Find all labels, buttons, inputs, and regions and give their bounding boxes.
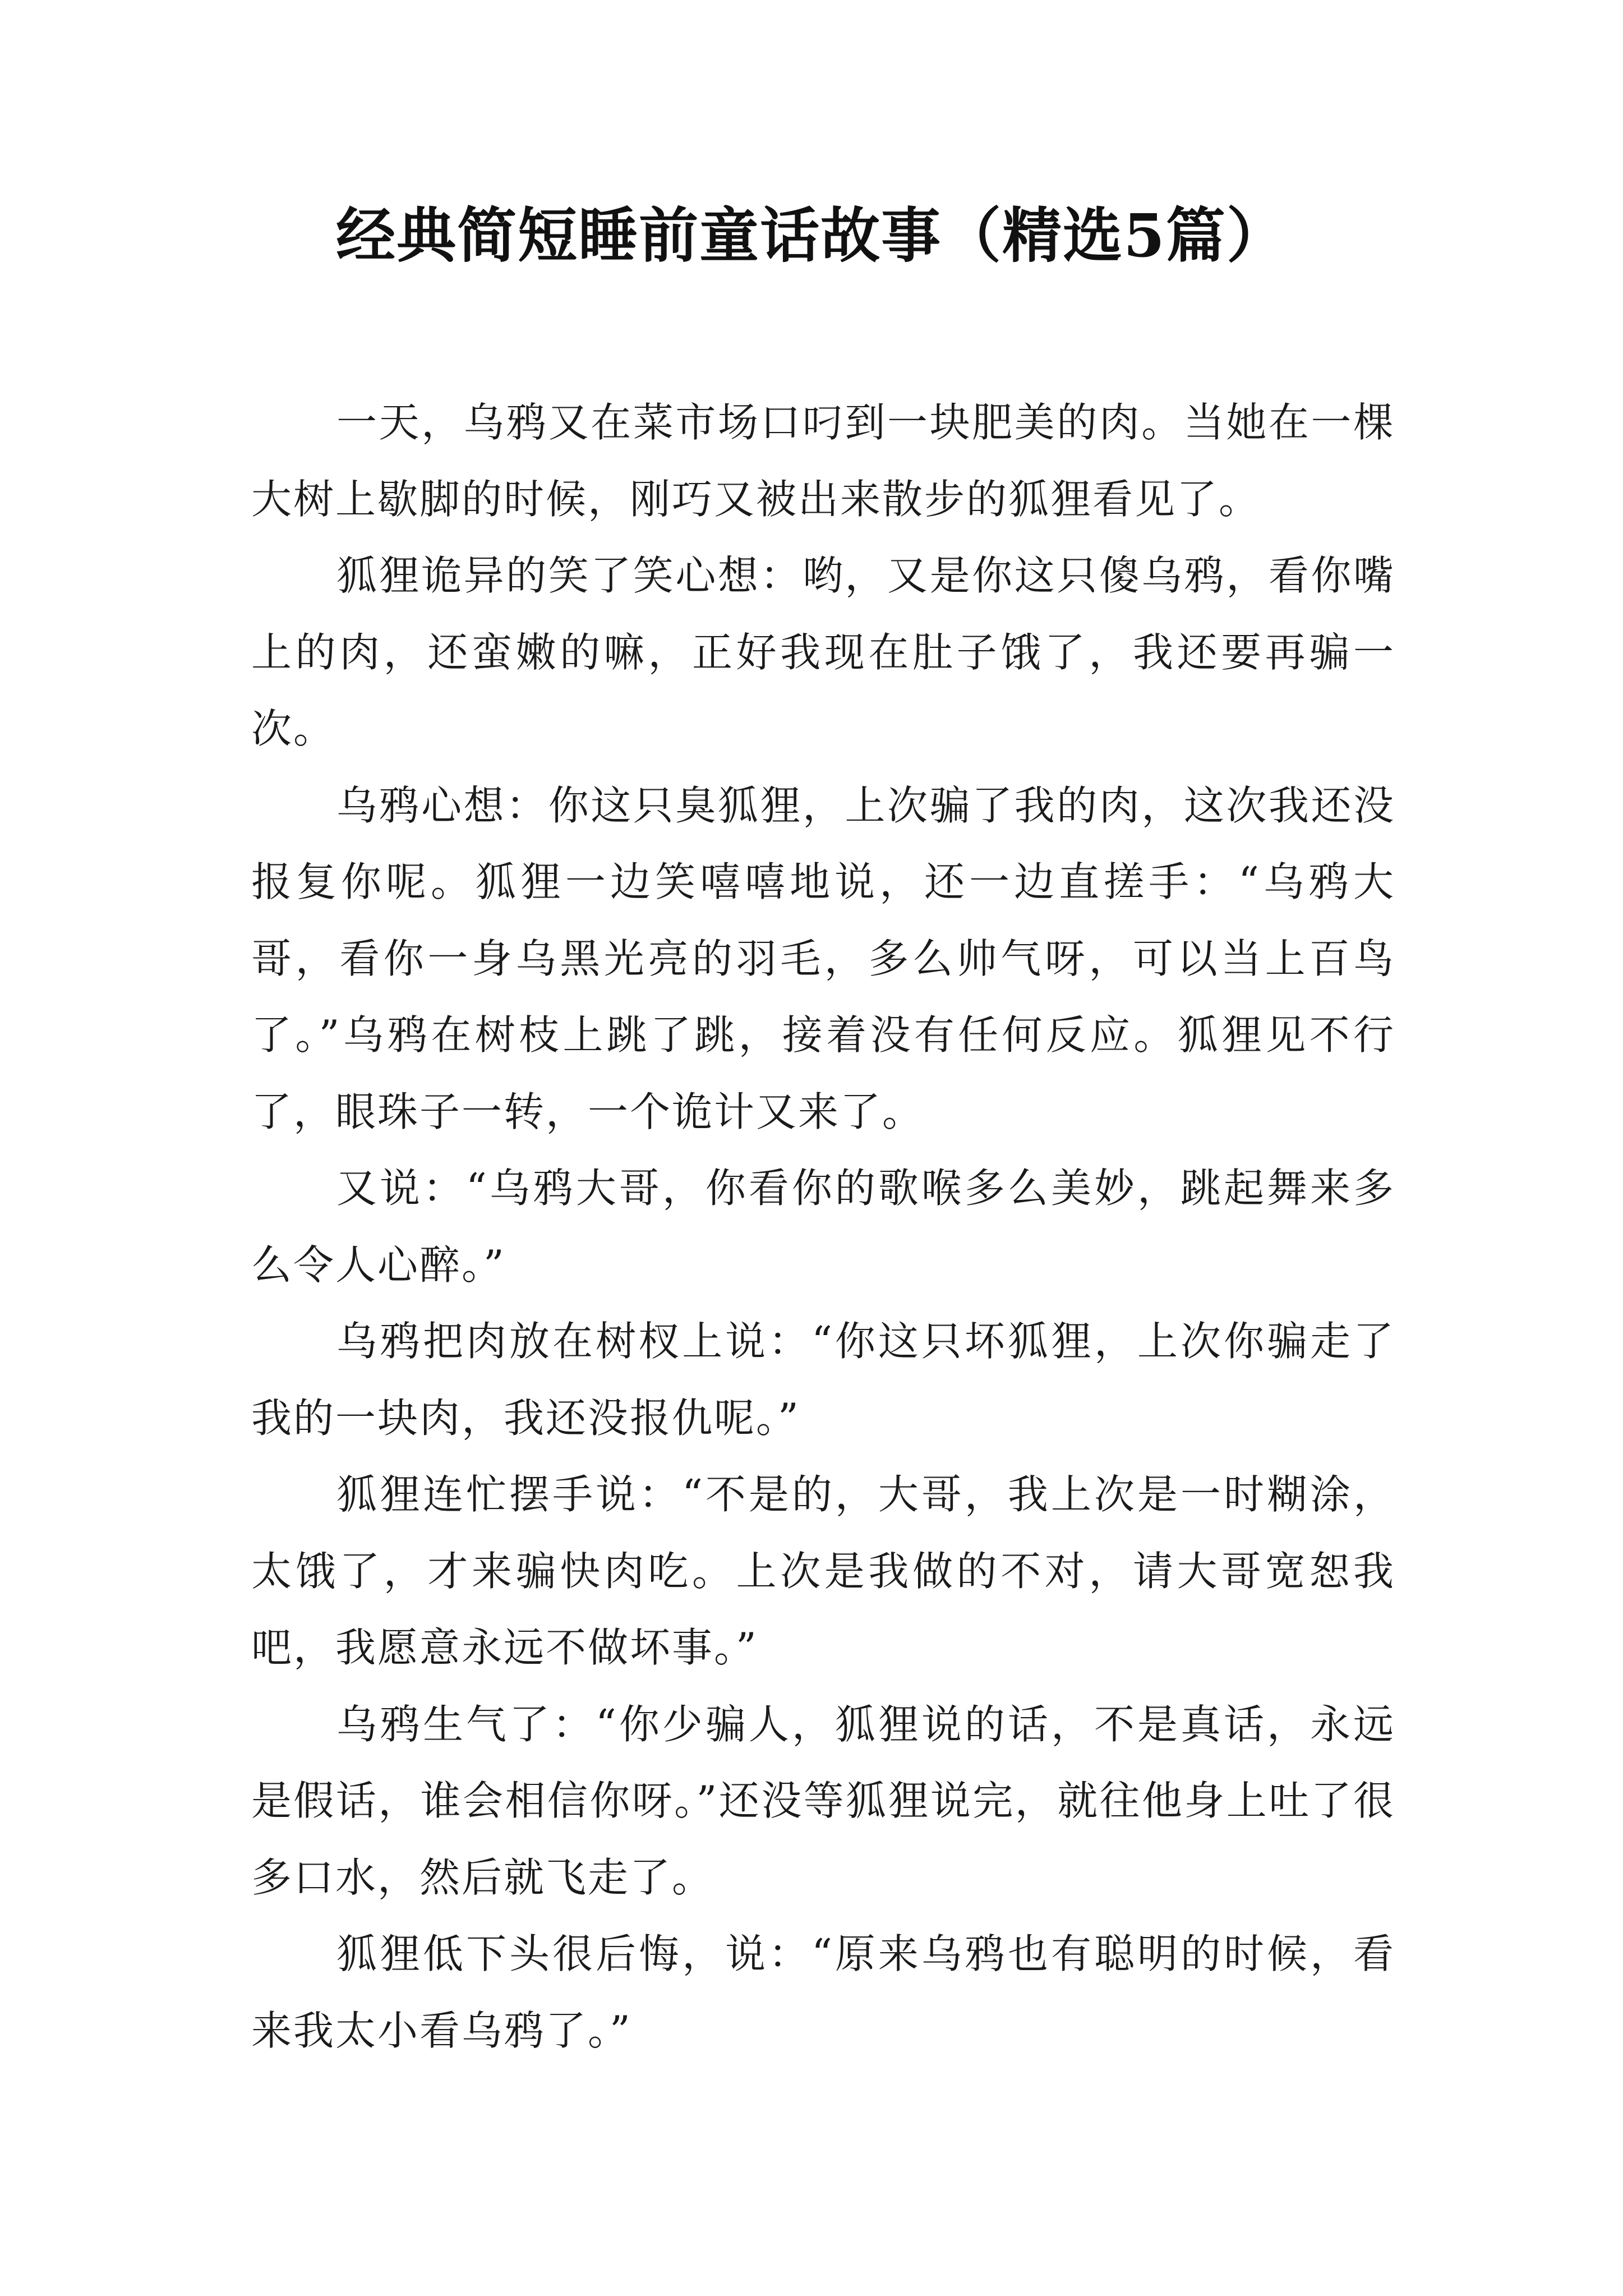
paragraph: 又说：“乌鸦大哥，你看你的歌喉多么美妙，跳起舞来多么令人心醉。” (251, 1165, 1395, 1289)
document-body (251, 384, 1395, 2069)
paragraph: 乌鸦生气了：“你少骗人，狐狸说的话，不是真话，永远是假话，谁会相信你呀。”还没等狐狸说完，就往他身上吐了很多口水，然后就飞走了。 (251, 1700, 1395, 1901)
paragraph: 狐狸诡异的笑了笑心想：哟，又是你这只傻乌鸦，看你嘴上的肉，还蛮嫩的嘛，正好我现在肚子饿了，我还要再骗一次。 (251, 552, 1395, 752)
paragraph: 乌鸦把肉放在树杈上说：“你这只坏狐狸，上次你骗走了我的一块肉，我还没报仇呢。” (251, 1318, 1395, 1442)
document-title: 经典简短睡前童话故事（精选5篇） (336, 200, 1287, 270)
paragraph: 乌鸦心想：你这只臭狐狸，上次骗了我的肉，这次我还没报复你呢。狐狸一边笑嘻嘻地说，还一边直搓手：“乌鸦大哥，看你一身乌黑光亮的羽毛，多么帅气呀，可以当上百鸟了。”乌鸦在树枝上跳了跳，接着没有任何反应。狐狸见不行了，眼珠子一转，一个诡计又来了。 (251, 781, 1395, 1135)
paragraph: 狐狸连忙摆手说：“不是的，大哥，我上次是一时糊涂，太饿了，才来骗快肉吃。上次是我做的不对，请大哥宽恕我吧，我愿意永远不做坏事。” (251, 1471, 1395, 1671)
paragraph: 一天，乌鸦又在菜市场口叼到一块肥美的肉。当她在一棵大树上歇脚的时候，刚巧又被出来散步的狐狸看见了。 (251, 399, 1395, 523)
paragraph: 狐狸低下头很后悔，说：“原来乌鸦也有聪明的时候，看来我太小看乌鸦了。” (251, 1930, 1395, 2054)
